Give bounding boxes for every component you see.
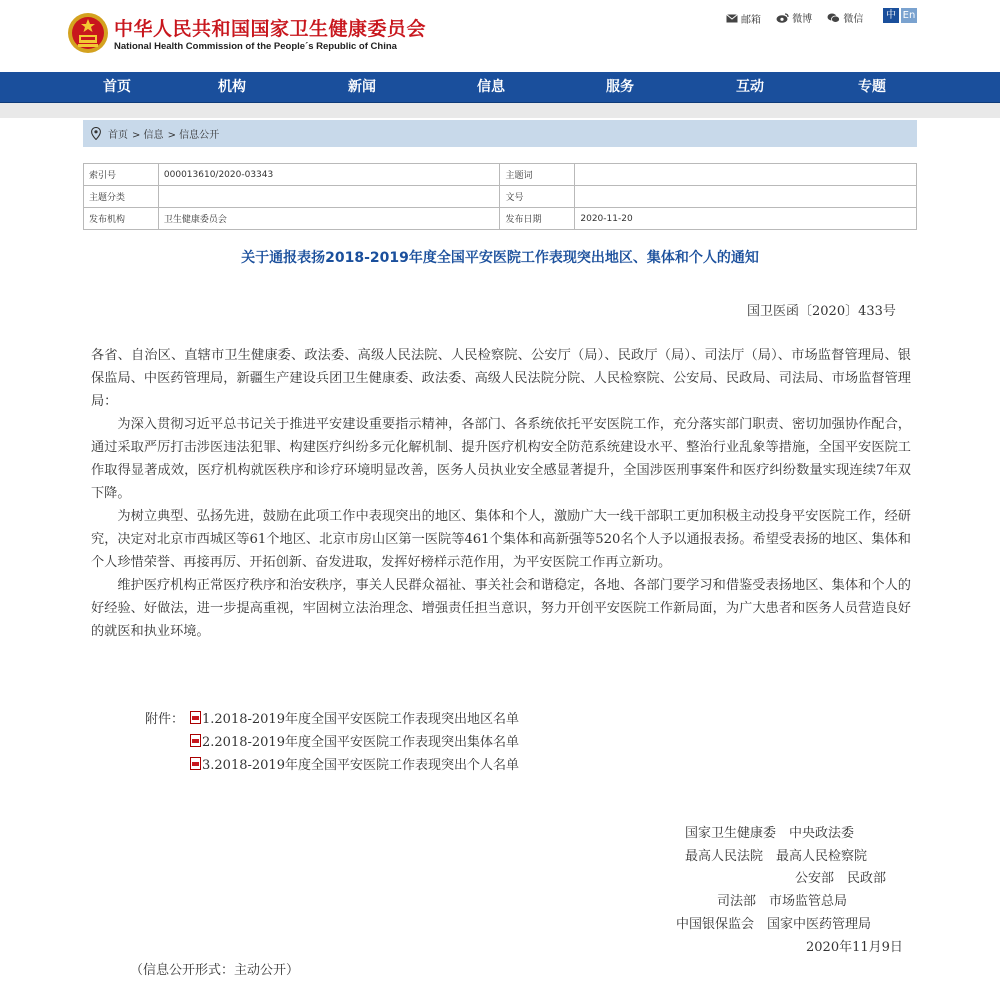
weibo-icon bbox=[776, 13, 789, 23]
document-title: 关于通报表扬2018-2019年度全国平安医院工作表现突出地区、集体和个人的通知 bbox=[241, 250, 759, 266]
attachment-title[interactable]: 1.2018-2019年度全国平安医院工作表现突出地区名单 bbox=[202, 712, 519, 727]
meta-index-label: 索引号 bbox=[84, 164, 159, 186]
nav-item-news[interactable]: 新闻 bbox=[348, 79, 376, 95]
mail-icon bbox=[726, 14, 738, 23]
pdf-file-icon bbox=[190, 757, 201, 770]
meta-keyword-value bbox=[575, 164, 917, 186]
disclosure-note: （信息公开形式：主动公开） bbox=[130, 963, 300, 978]
breadcrumb-home[interactable]: 首页 bbox=[108, 130, 128, 141]
meta-category-label: 主题分类 bbox=[84, 186, 159, 208]
document-number: 国卫医函〔2020〕433号 bbox=[747, 304, 896, 319]
body-paragraph: 为深入贯彻习近平总书记关于推进平安建设重要指示精神，各部门、各系统依托平安医院工作，充分落实部门职责、密切加强协作配合，通过采取严厉打击涉医违法犯罪、构建医疗纠纷多元化解机制、提升医疗机构安全防范系统建设水平、整治行业乱象等措施，全国平安医院工作取得显著成效，医疗机构就医秩序和诊疗环境明显改善，医务人员执业安全感显著提升，全国涉医刑事案件和医疗纠纷数量实现连续7年双下降。 bbox=[91, 417, 911, 501]
attachments-label: 附件： bbox=[145, 712, 185, 727]
attachment-title[interactable]: 2.2018-2019年度全国平安医院工作表现突出集体名单 bbox=[202, 735, 519, 750]
main-nav bbox=[0, 72, 1000, 103]
breadcrumb bbox=[83, 120, 917, 147]
nav-item-services[interactable]: 服务 bbox=[606, 79, 634, 95]
meta-issuer-label: 发布机构 bbox=[84, 208, 159, 230]
nav-item-information[interactable]: 信息 bbox=[477, 79, 505, 95]
attachment-title[interactable]: 3.2018-2019年度全国平安医院工作表现突出个人名单 bbox=[202, 758, 519, 773]
nav-item-topics[interactable]: 专题 bbox=[858, 79, 886, 95]
pdf-file-icon bbox=[190, 711, 201, 724]
weibo-label: 微博 bbox=[792, 14, 813, 25]
nav-shadow-band bbox=[0, 103, 1000, 118]
mail-link[interactable] bbox=[726, 11, 761, 26]
signature-line: 司法部 市场监管总局 bbox=[717, 894, 848, 909]
lang-en-button[interactable]: En bbox=[902, 10, 916, 21]
lang-cn-button[interactable]: 中 bbox=[883, 8, 899, 23]
location-pin-icon bbox=[91, 127, 101, 140]
breadcrumb-information[interactable]: > 信息 bbox=[132, 130, 164, 141]
meta-keyword-label: 主题词 bbox=[500, 164, 575, 186]
signature-line: 国家卫生健康委 中央政法委 bbox=[685, 826, 855, 841]
wechat-link[interactable] bbox=[827, 10, 863, 25]
addressee-paragraph: 各省、自治区、直辖市卫生健康委、政法委、高级人民法院、人民检察院、公安厅（局）、民政厅（局）、司法厅（局）、市场监督管理局、银保监局、中医药管理局，新疆生产建设兵团卫生健康委、政法委、高级人民法院分院、人民检察院、公安局、民政局、司法局、市场监督管理局： bbox=[91, 348, 911, 409]
body-paragraph: 维护医疗机构正常医疗秩序和治安秩序，事关人民群众福祉、事关社会和谐稳定，各地、各部门要学习和借鉴受表扬地区、集体和个人的好经验、好做法，进一步提高重视，牢固树立法治理念、增强责任担当意识，努力开创平安医院工作新局面，为广大患者和医务人员营造良好的就医和执业环境。 bbox=[91, 578, 911, 639]
signature-date: 2020年11月9日 bbox=[806, 940, 903, 955]
meta-docno-value bbox=[575, 186, 917, 208]
signature-line: 公安部 民政部 bbox=[795, 871, 887, 886]
meta-row bbox=[84, 186, 917, 208]
pdf-file-icon bbox=[190, 734, 201, 747]
wechat-label: 微信 bbox=[843, 14, 864, 25]
body-paragraph: 为树立典型、弘扬先进，鼓励在此项工作中表现突出的地区、集体和个人，激励广大一线干部职工更加积极主动投身平安医院工作，经研究，决定对北京市西城区等61个地区、北京市房山区第一医院等461个集体和高新强等520名个人予以通报表扬。希望受表扬的地区、集体和个人珍惜荣誉、再接再厉、开拓创新、奋发进取，发挥好榜样示范作用，为平安医院工作再立新功。 bbox=[91, 509, 911, 570]
signature-line: 最高人民法院 最高人民检察院 bbox=[685, 849, 868, 864]
meta-date-value: 2020-11-20 bbox=[575, 208, 917, 230]
site-title-cn[interactable]: 中华人民共和国国家卫生健康委员会 bbox=[114, 18, 427, 40]
document-body bbox=[91, 344, 911, 643]
attachment-link[interactable] bbox=[190, 754, 519, 773]
nav-item-interaction[interactable]: 互动 bbox=[736, 79, 764, 95]
nav-item-institutions[interactable]: 机构 bbox=[218, 79, 246, 95]
breadcrumb-disclosure[interactable]: > 信息公开 bbox=[167, 130, 220, 141]
national-emblem-icon[interactable] bbox=[67, 11, 109, 55]
nav-item-home[interactable]: 首页 bbox=[103, 79, 131, 95]
meta-row bbox=[84, 208, 917, 230]
site-title-en: National Health Commission of the People´s Republic of China bbox=[114, 41, 397, 52]
weibo-link[interactable] bbox=[776, 10, 812, 25]
mail-label: 邮箱 bbox=[741, 14, 761, 26]
signature-line: 中国银保监会 国家中医药管理局 bbox=[676, 917, 872, 932]
meta-date-label: 发布日期 bbox=[500, 208, 575, 230]
meta-category-value bbox=[158, 186, 500, 208]
attachment-link[interactable] bbox=[190, 708, 519, 727]
wechat-icon bbox=[827, 13, 840, 23]
meta-docno-label: 文号 bbox=[500, 186, 575, 208]
meta-index-value: 000013610/2020-03343 bbox=[158, 164, 500, 186]
document-meta-table bbox=[83, 163, 917, 230]
site-header bbox=[0, 0, 1000, 72]
meta-issuer-value: 卫生健康委员会 bbox=[158, 208, 500, 230]
meta-row bbox=[84, 164, 917, 186]
attachment-link[interactable] bbox=[190, 731, 519, 750]
top-links bbox=[726, 10, 875, 26]
